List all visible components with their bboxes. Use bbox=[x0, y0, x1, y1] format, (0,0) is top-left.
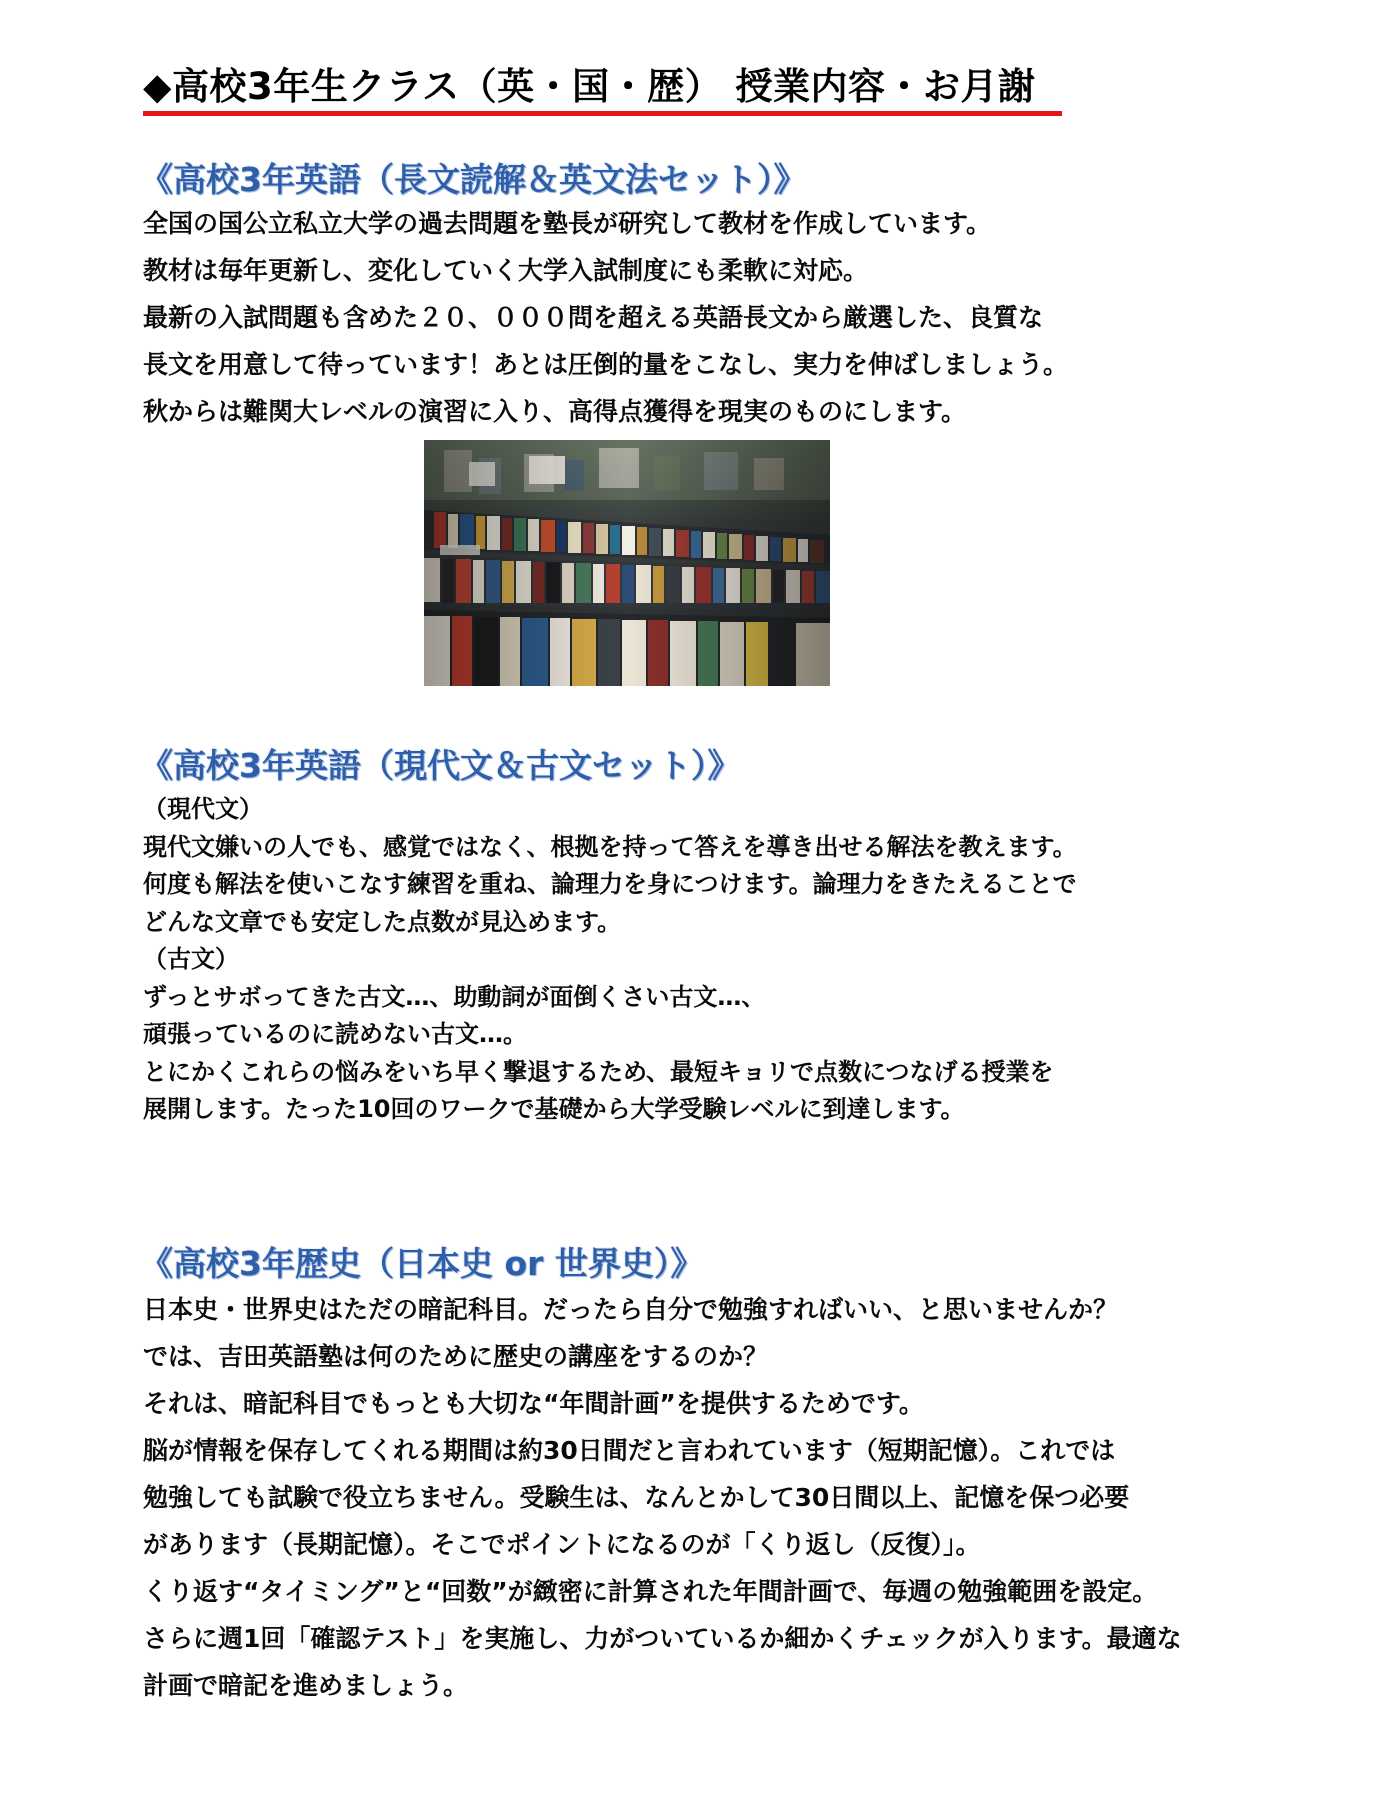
section-heading-japanese: 《高校3年英語（現代文＆古文セット）》 bbox=[140, 746, 741, 785]
body-line: 脳が情報を保存してくれる期間は約30日間だと言われています（短期記憶）。これでは bbox=[143, 1436, 1116, 1465]
body-line: 日本史・世界史はただの暗記科目。だったら自分で勉強すればいい、と思いませんか？ bbox=[143, 1295, 1119, 1324]
body-line: ずっとサボってきた古文…、助動詞が面倒くさい古文…、 bbox=[143, 982, 766, 1011]
bookshelf-photo bbox=[424, 440, 830, 686]
body-line: それは、暗記科目でもっとも大切な“年間計画”を提供するためです。 bbox=[143, 1389, 924, 1418]
body-line: 展開します。たった10回のワークで基礎から大学受験レベルに到達します。 bbox=[143, 1095, 965, 1123]
body-line: 秋からは難関大レベルの演習に入り、高得点獲得を現実のものにします。 bbox=[143, 397, 967, 426]
body-line: 計画で暗記を進めましょう。 bbox=[143, 1671, 469, 1700]
body-line: 全国の国公立私立大学の過去問題を塾長が研究して教材を作成しています。 bbox=[143, 209, 992, 238]
body-line: 頑張っているのに読めない古文…。 bbox=[143, 1020, 527, 1048]
section-heading-english-reading: 《高校3年英語（長文読解＆英文法セット）》 bbox=[140, 160, 807, 199]
body-line: 教材は毎年更新し、変化していく大学入試制度にも柔軟に対応。 bbox=[143, 256, 869, 285]
body-line: では、吉田英語塾は何のために歴史の講座をするのか？ bbox=[143, 1342, 769, 1371]
page-title: ◆高校3年生クラス（英・国・歴） 授業内容・お月謝 bbox=[143, 65, 1036, 108]
body-line: とにかくこれらの悩みをいち早く撃退するため、最短キョリで点数につなげる授業を bbox=[143, 1057, 1054, 1086]
body-line: くり返す“タイミング”と“回数”が緻密に計算された年間計画で、毎週の勉強範囲を設定。 bbox=[143, 1577, 1158, 1606]
section-body-japanese bbox=[143, 791, 1077, 1129]
title-underline bbox=[143, 111, 1062, 116]
body-line: さらに週1回「確認テスト」を実施し、力がついているか細かくチェックが入ります。最適な bbox=[143, 1624, 1182, 1653]
body-line: 勉強しても試験で役立ちません。受験生は、なんとかして30日間以上、記憶を保つ必要 bbox=[143, 1483, 1130, 1512]
body-line: （現代文） bbox=[143, 795, 263, 823]
body-line: どんな文章でも安定した点数が見込めます。 bbox=[143, 907, 622, 936]
body-line: 長文を用意して待っています！あとは圧倒的量をこなし、実力を伸ばしましょう。 bbox=[143, 350, 1069, 379]
section-heading-history: 《高校3年歴史（日本史 or 世界史）》 bbox=[140, 1244, 704, 1283]
body-line: 何度も解法を使いこなす練習を重ね、論理力を身につけます。論理力をきたえることで bbox=[143, 870, 1077, 898]
body-line: 現代文嫌いの人でも、感覚ではなく、根拠を持って答えを導き出せる解法を教えます。 bbox=[143, 832, 1077, 861]
body-line: 最新の入試問題も含めた２０、０００問を超える英語長文から厳選した、良質な bbox=[143, 303, 1044, 332]
section-body-english-reading bbox=[143, 200, 1068, 435]
body-line: （古文） bbox=[143, 945, 239, 973]
body-line: があります（長期記憶）。そこでポイントになるのが「くり返し（反復）」。 bbox=[143, 1530, 981, 1559]
section-body-history bbox=[143, 1286, 1182, 1709]
